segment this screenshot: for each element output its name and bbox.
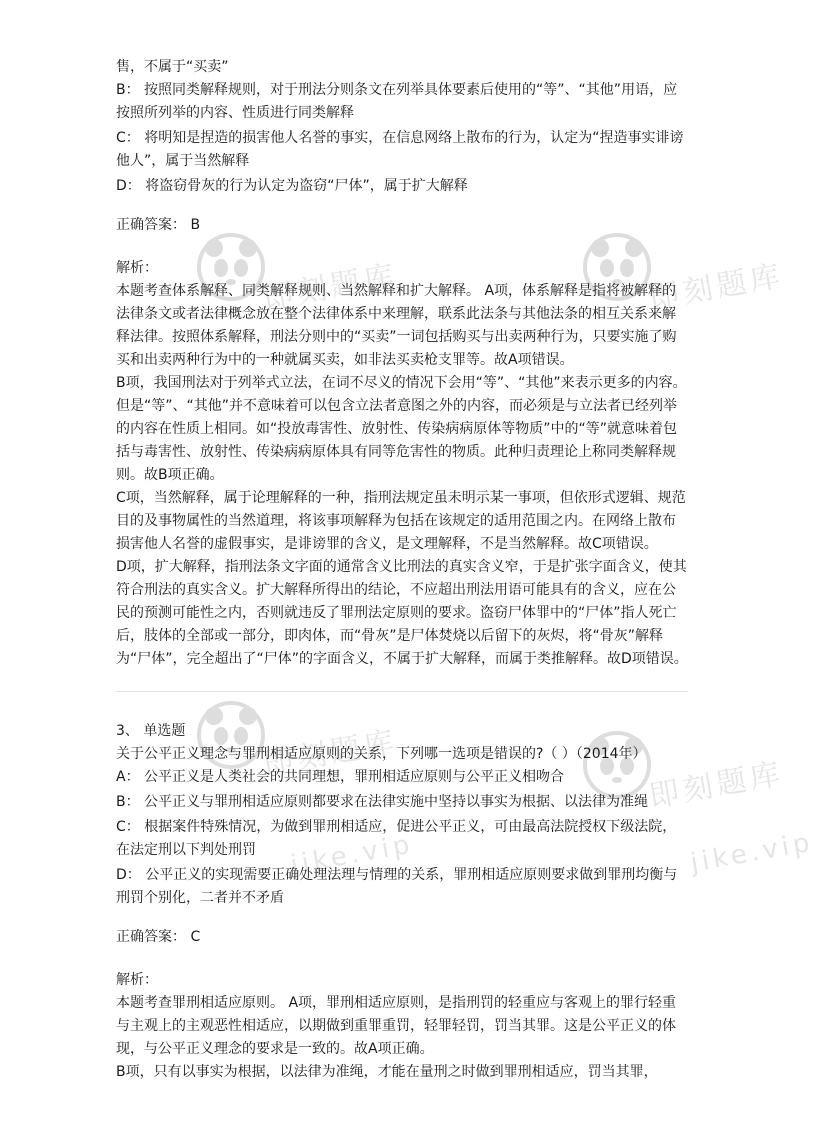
question-header: 3、 单选题 xyxy=(116,723,186,739)
watermark-text: 即刻题库 xyxy=(260,258,401,317)
analysis-paragraph: B项，只有以事实为根据，以法律为准绳，才能在量刑之时做到罪刑相适应，罚当其罪， xyxy=(116,1064,658,1080)
analysis-paragraph: D项，扩大解释，指刑法条文字面的通常含义比刑法的真实含义窄，于是扩张字面含义，使其符合刑法的真实含义。扩大解释所得出的结论，不应超出刑法用语可能具有的含义，应在公民的预测可能性之内，否则就违反了罪刑法定原则的要求。盗窃尸体罪中的“尸体”指人死亡后，肢体的全部或一部分，即肉体，而“骨灰”是尸体焚烧以后留下的灰烬，将“骨灰”解释为“尸体”，完全超出了“尸体”的字面含义，不属于扩大解释，而属于类推解释。故D项错误。 xyxy=(116,559,688,667)
option-c: C： 根据案件特殊情况，为做到罪刑相适应，促进公平正义，可由最高法院授权下级法院，在法定刑以下判处刑罚 xyxy=(116,819,677,858)
analysis-paragraph: B项，我国刑法对于列举式立法，在词不尽义的情况下会用“等”、“其他”来表示更多的内容。但是“等”、“其他”并不意味着可以包含立法者意图之外的内容，而必须是与立法者已经列举的内容在性质上相同。如“投放毒害性、放射性、传染病病原体等物质”中的“等”就意味着包括与毒害性、放射性、传染病病原体具有同等危害性的物质。此种归责理论上称同类解释规则。故B项正确。 xyxy=(116,375,687,483)
document-page xyxy=(116,56,688,1084)
question-text: 关于公平正义理念与罪刑相适应原则的关系，下列哪一选项是错误的?（ ）（2014年） xyxy=(116,746,647,762)
watermark-text: 即刻题库 xyxy=(646,756,787,815)
option-b: B： 按照同类解释规则，对于刑法分则条文在列举具体要素后使用的“等”、“其他”用语，应按照所列举的内容、性质进行同类解释 xyxy=(116,82,678,121)
option-d: D： 将盗窃骨灰的行为认定为盗窃“尸体”，属于扩大解释 xyxy=(116,178,468,194)
analysis-paragraph: 本题考查罪刑相适应原则。 A项，罪刑相适应原则，是指刑罚的轻重应与客观上的罪行轻重与主观上的主观恶性相适应，以期做到重罪重罚，轻罪轻罚，罚当其罪。这是公平正义的体现，与公平正义理念的要求是一致的。故A项正确。 xyxy=(116,995,677,1057)
option-c: C： 将明知是捏造的损害他人名誉的事实，在信息网络上散布的行为，认定为“捏造事实诽谤他人”，属于当然解释 xyxy=(116,130,684,169)
watermark-text: 即刻题库 xyxy=(260,724,401,783)
analysis-paragraph: C项，当然解释，属于论理解释的一种，指刑法规定虽未明示某一事项，但依形式逻辑、规范目的及事物属性的当然道理，将该事项解释为包括在该规定的适用范围之内。在网络上散布损害他人名誉的虚假事实，是诽谤罪的含义，是文理解释，不是当然解释。故C项错误。 xyxy=(116,490,686,552)
option-a: A： 公平正义是人类社会的共同理想，罪刑相适应原则与公平正义相吻合 xyxy=(116,769,565,785)
watermark-text: 即刻题库 xyxy=(646,258,787,317)
watermark-url: jike.vip xyxy=(688,827,816,879)
option-b: B： 公平正义与罪刑相适应原则都要求在法律实施中坚持以事实为根据、以法律为准绳 xyxy=(116,794,649,810)
watermark-url: jike.vip xyxy=(288,829,416,881)
analysis-label: 解析： xyxy=(116,972,158,988)
analysis-label: 解析： xyxy=(116,260,158,276)
section-divider xyxy=(116,691,688,692)
correct-answer: 正确答案： B xyxy=(116,217,201,233)
continued-line: 售，不属于“买卖” xyxy=(116,59,229,75)
correct-answer: 正确答案： C xyxy=(116,929,201,945)
option-d: D： 公平正义的实现需要正确处理法理与情理的关系，罪刑相适应原则要求做到罪刑均衡与刑罚个别化，二者并不矛盾 xyxy=(116,867,678,906)
analysis-paragraph: 本题考查体系解释、同类解释规则、当然解释和扩大解释。 A项，体系解释是指将被解释的法律条文或者法律概念放在整个法律体系中来理解，联系此法条与其他法条的相互关系来解释法律。按照体系解释，刑法分则中的“买卖”一词包括购买与出卖两种行为，只要实施了购买和出卖两种行为中的一种就属买卖，如非法买卖枪支罪等。故A项错误。 xyxy=(116,283,677,368)
